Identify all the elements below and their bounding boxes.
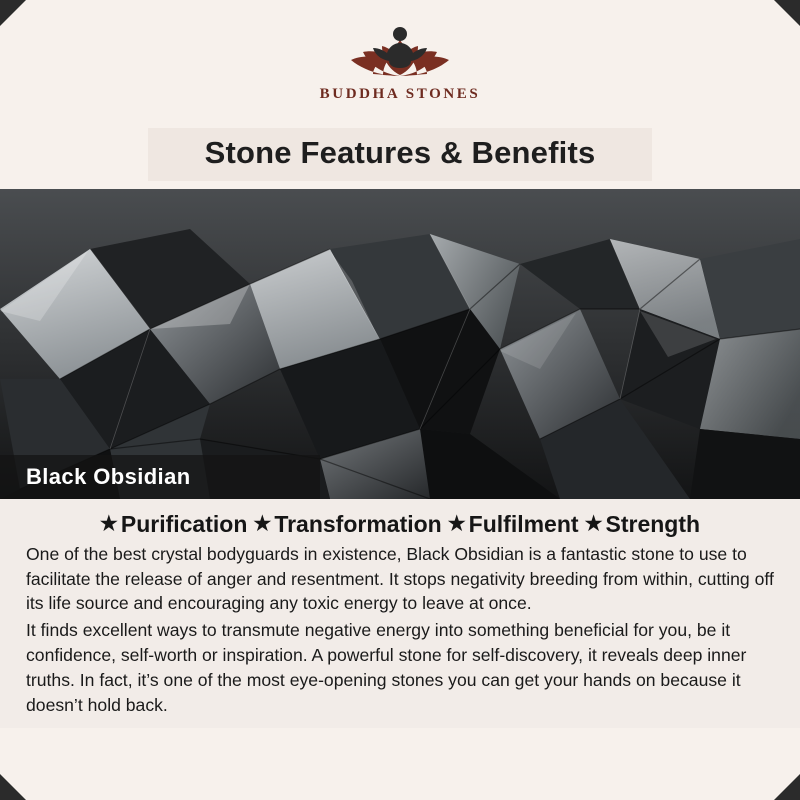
benefit-label: Fulfilment	[468, 510, 579, 537]
benefits-list	[26, 511, 774, 538]
benefit-label: Transformation	[274, 510, 442, 537]
title-band	[148, 128, 652, 181]
benefit-item-strength	[585, 511, 701, 538]
hero-image	[0, 189, 800, 499]
hero-caption	[0, 455, 320, 499]
obsidian-crystal-illustration	[0, 189, 800, 499]
benefit-item-purification	[100, 511, 247, 538]
star-icon: ★	[584, 513, 603, 536]
description-text	[26, 542, 774, 719]
corner-decoration-bottom-right	[774, 774, 800, 800]
star-icon: ★	[253, 513, 272, 536]
stone-name: Black Obsidian	[26, 463, 191, 489]
description-paragraph-1: One of the best crystal bodyguards in existence, Black Obsidian is a fantastic stone to use to facilitate the release of anger and resentment. It stops negativity breeding from within, cutting off its life source and encouraging any toxic energy to leave at once.	[26, 543, 774, 614]
page-title: Stone Features & Benefits	[204, 135, 596, 170]
description-paragraph-2: It finds excellent ways to transmute negative energy into something beneficial for you, be it confidence, self-worth or inspiration. A powerful stone for self-discovery, it reveals deep inner truths. In fact, it’s one of the most eye-opening stones you can get your hands on because it doesn’t hold back.	[26, 620, 747, 716]
benefit-item-transformation	[253, 511, 441, 538]
content-section	[0, 499, 800, 729]
star-icon: ★	[99, 513, 118, 536]
lotus-meditation-icon	[325, 18, 475, 84]
corner-decoration-top-left	[0, 0, 26, 26]
benefit-label: Strength	[605, 510, 701, 537]
corner-decoration-top-right	[774, 0, 800, 26]
brand-header	[0, 0, 800, 122]
star-icon: ★	[447, 513, 466, 536]
benefit-label: Purification	[120, 510, 248, 537]
benefit-item-fulfilment	[448, 511, 579, 538]
corner-decoration-bottom-left	[0, 774, 26, 800]
brand-name: BUDDHA STONES	[319, 86, 481, 102]
